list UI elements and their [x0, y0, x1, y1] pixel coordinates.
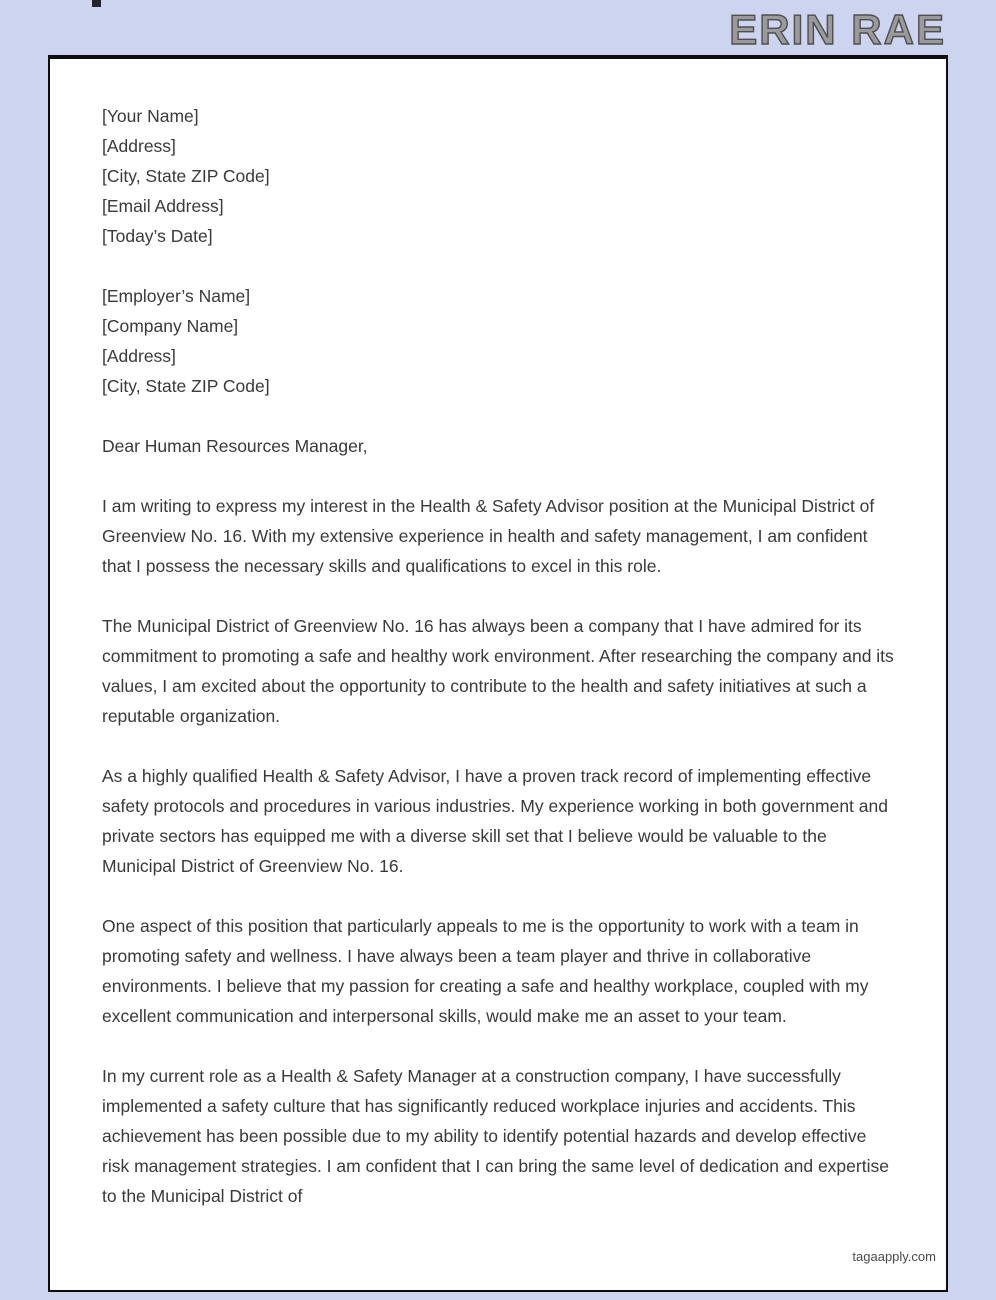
- sender-email-line: [Email Address]: [102, 196, 224, 216]
- watermark: tagaapply.com: [852, 1249, 936, 1264]
- top-notch-mark: [92, 0, 101, 7]
- paragraph-company-admiration: The Municipal District of Greenview No. 16 has always been a company that I have admired for its commitment to promoting a safe and healthy work environment. After researching the company and its values, I am excited about the opportunity to contribute to the health and safety initiatives at such a reputable organization.: [102, 616, 894, 726]
- sender-city-line: [City, State ZIP Code]: [102, 166, 270, 186]
- paragraph-current-role: In my current role as a Health & Safety Manager at a construction company, I have successfully implemented a safety culture that has significantly reduced workplace injuries and accidents. This achievement has been possible due to my ability to identify potential hazards and develop effective risk management strategies. I am confident that I can bring the same level of dedication and expertise to the Municipal District of: [102, 1066, 889, 1206]
- salutation: Dear Human Resources Manager,: [102, 436, 368, 456]
- sender-address-line: [Address]: [102, 136, 176, 156]
- paragraph-teamwork: One aspect of this position that particularly appeals to me is the opportunity to work with a team in promoting safety and wellness. I have always been a team player and thrive in collaborative environments. I believe that my passion for creating a safe and healthy workplace, coupled with my excellent communication and interpersonal skills, would make me an asset to your team.: [102, 916, 869, 1026]
- recipient-city-line: [City, State ZIP Code]: [102, 376, 270, 396]
- recipient-block: [102, 281, 894, 401]
- letter-page: [48, 55, 948, 1292]
- paragraph-intro: I am writing to express my interest in the Health & Safety Advisor position at the Municipal District of Greenview No. 16. With my extensive experience in health and safety management, I am confident that I possess the necessary skills and qualifications to excel in this role.: [102, 496, 875, 576]
- recipient-name-line: [Employer’s Name]: [102, 286, 251, 306]
- page-title: ERIN RAE: [729, 6, 946, 53]
- sender-block: [102, 101, 894, 251]
- paragraph-qualifications: As a highly qualified Health & Safety Advisor, I have a proven track record of implementing effective safety protocols and procedures in various industries. My experience working in both government and private sectors has equipped me with a diverse skill set that I believe would be valuable to the Municipal District of Greenview No. 16.: [102, 766, 888, 876]
- recipient-address-line: [Address]: [102, 346, 176, 366]
- letter-content: [50, 59, 946, 1211]
- sender-date-line: [Today’s Date]: [102, 226, 213, 246]
- sender-name-line: [Your Name]: [102, 106, 199, 126]
- recipient-company-line: [Company Name]: [102, 316, 239, 336]
